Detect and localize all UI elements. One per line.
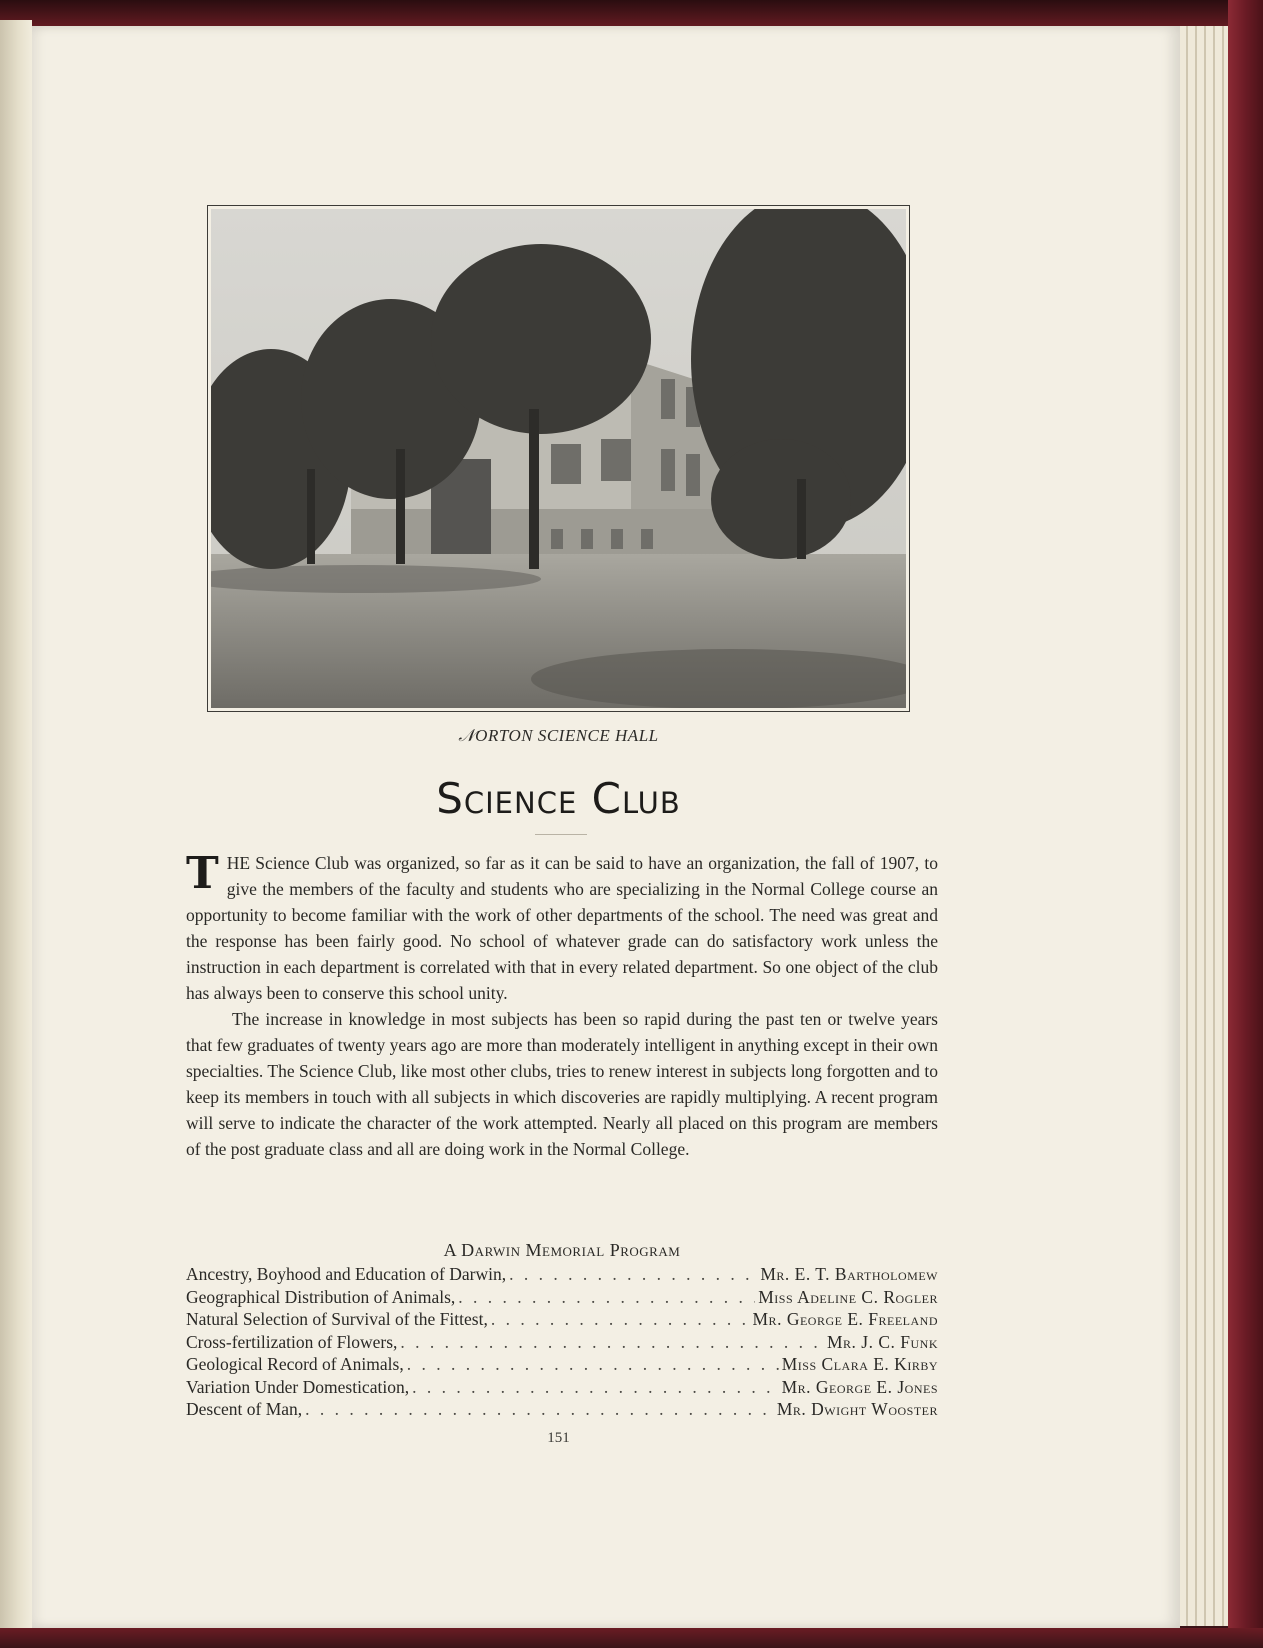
drop-cap: T bbox=[186, 848, 219, 899]
program-topic: Geological Record of Animals, bbox=[186, 1354, 404, 1374]
photo-frame bbox=[207, 205, 910, 712]
program-item bbox=[186, 1377, 938, 1400]
paragraph-2: The increase in knowledge in most subjects has been so rapid during the past ten or twelve years that few graduates of twenty years ago are more than moderately intelligent in anything except in their own specialties. The Science Club, like most other clubs, tries to renew interest in subjects long forgotten and to keep its members in touch with all subjects in which discoveries are rapidly multiplying. A recent program will serve to indicate the character of the work attempted. Nearly all placed on this program are members of the post graduate class and all are doing work in the Normal College. bbox=[186, 1009, 938, 1159]
binding-right bbox=[1228, 0, 1263, 1648]
program-item bbox=[186, 1309, 938, 1332]
photo-caption: 𝒩ORTON SCIENCE HALL bbox=[458, 726, 659, 745]
page-number: 151 bbox=[547, 1430, 570, 1446]
program-presenter: Mr. E. T. Bartholomew bbox=[760, 1264, 938, 1284]
dot-leader bbox=[509, 1264, 757, 1285]
program-topic: Descent of Man, bbox=[186, 1399, 303, 1419]
dot-leader bbox=[305, 1399, 774, 1420]
program-presenter: Mr. George E. Freeland bbox=[752, 1309, 938, 1329]
facing-page-edge bbox=[0, 20, 32, 1632]
program-presenter: Mr. Dwight Wooster bbox=[776, 1399, 938, 1419]
program-topic: Ancestry, Boyhood and Education of Darwin, bbox=[186, 1264, 507, 1284]
dot-leader bbox=[491, 1309, 750, 1330]
article-body bbox=[186, 850, 938, 1162]
binding-bottom bbox=[0, 1628, 1263, 1648]
program-topic: Natural Selection of Survival of the Fittest, bbox=[186, 1309, 488, 1329]
program-item bbox=[186, 1399, 938, 1422]
program-presenter: Miss Clara E. Kirby bbox=[781, 1354, 938, 1374]
program-topic: Geographical Distribution of Animals, bbox=[186, 1286, 456, 1307]
program-presenter: Mr. J. C. Funk bbox=[826, 1331, 938, 1352]
program-heading: A Darwin Memorial Program bbox=[443, 1240, 681, 1260]
program-item bbox=[186, 1264, 938, 1287]
dot-leader bbox=[458, 1287, 755, 1308]
program-presenter: Mr. George E. Jones bbox=[781, 1376, 938, 1397]
program-presenter: Miss Adeline C. Rogler bbox=[758, 1286, 938, 1307]
article-title: Science Club bbox=[436, 774, 681, 823]
program-item bbox=[186, 1332, 938, 1355]
program-topic: Variation Under Domestication, bbox=[186, 1376, 410, 1397]
program-item bbox=[186, 1354, 938, 1377]
program-list bbox=[186, 1264, 938, 1422]
paragraph-1 bbox=[186, 850, 938, 1006]
paragraph-1-text: HE Science Club was organized, so far as it can be said to have an organization, the fall of 1907, to give the members of the faculty and students who are specializing in the Normal College course an opportunity to become familiar with the work of other departments of the school. The need was great and the response has been fairly good. No school of whatever grade can do satisfactory work unless the instruction in each department is correlated with that in every related department. So one object of the club has always been to conserve this school unity. bbox=[186, 853, 938, 1003]
norton-science-hall-photo bbox=[211, 209, 906, 708]
program-item bbox=[186, 1287, 938, 1310]
program-topic: Cross-fertilization of Flowers, bbox=[186, 1331, 398, 1352]
dot-leader bbox=[400, 1332, 824, 1353]
dot-leader bbox=[412, 1377, 779, 1398]
dot-leader bbox=[407, 1354, 779, 1375]
title-divider bbox=[535, 834, 587, 835]
